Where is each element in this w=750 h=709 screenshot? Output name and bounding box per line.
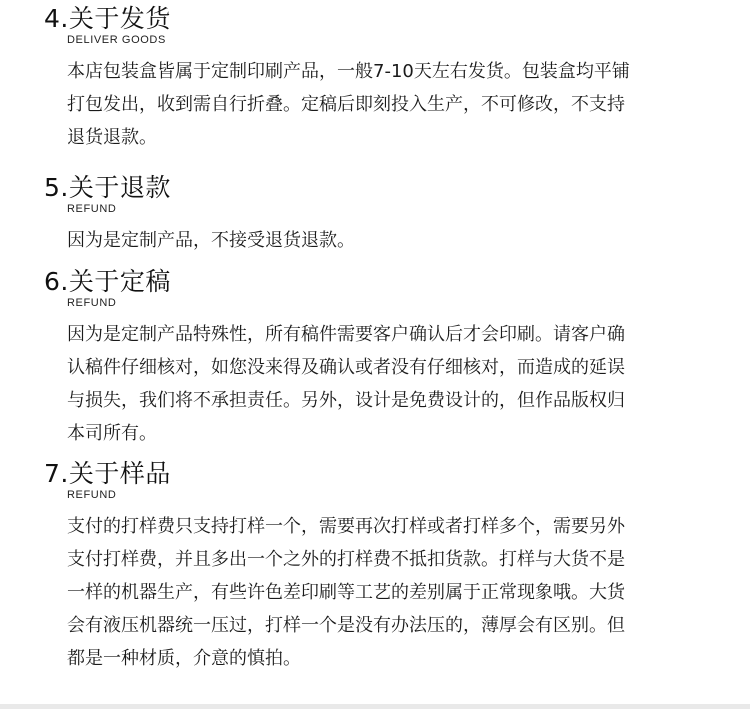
section-samples	[44, 459, 704, 675]
body-line: 会有液压机器统一压过，打样一个是没有办法压的，薄厚会有区别。但	[67, 615, 625, 636]
section-refund	[44, 173, 704, 257]
section-subtitle: REFUND	[67, 297, 117, 309]
section-title: 6.关于定稿	[44, 267, 171, 296]
body-line: 认稿件仔细核对，如您没来得及确认或者没有仔细核对，而造成的延误	[67, 357, 625, 378]
section-title: 5.关于退款	[44, 173, 171, 202]
section-subtitle: REFUND	[67, 489, 117, 501]
body-line: 一样的机器生产，有些许色差印刷等工艺的差别属于正常现象哦。大货	[67, 582, 625, 603]
body-line: 因为是定制产品特殊性，所有稿件需要客户确认后才会印刷。请客户确	[67, 324, 625, 345]
section-body	[67, 224, 704, 257]
body-line: 支付打样费，并且多出一个之外的打样费不抵扣货款。打样与大货不是	[67, 549, 625, 570]
section-subtitle: REFUND	[67, 203, 117, 215]
body-line: 打包发出，收到需自行折叠。定稿后即刻投入生产，不可修改，不支持	[67, 94, 625, 115]
bottom-divider	[0, 704, 750, 709]
section-body	[67, 510, 704, 675]
body-line: 因为是定制产品，不接受退货退款。	[67, 230, 355, 251]
body-line: 退货退款。	[67, 127, 157, 148]
section-body	[67, 318, 704, 450]
body-line: 都是一种材质，介意的慎拍。	[67, 648, 301, 669]
body-line: 支付的打样费只支持打样一个，需要再次打样或者打样多个，需要另外	[67, 516, 625, 537]
body-line: 本店包装盒皆属于定制印刷产品，一般7-10天左右发货。包装盒均平铺	[67, 61, 630, 82]
section-title: 7.关于样品	[44, 459, 171, 488]
section-body	[67, 55, 704, 154]
section-title: 4.关于发货	[44, 4, 171, 33]
section-subtitle: DELIVER GOODS	[67, 34, 166, 46]
section-final-draft	[44, 267, 704, 450]
section-delivery	[44, 4, 704, 154]
body-line: 本司所有。	[67, 423, 157, 444]
body-line: 与损失，我们将不承担责任。另外，设计是免费设计的，但作品版权归	[67, 390, 625, 411]
